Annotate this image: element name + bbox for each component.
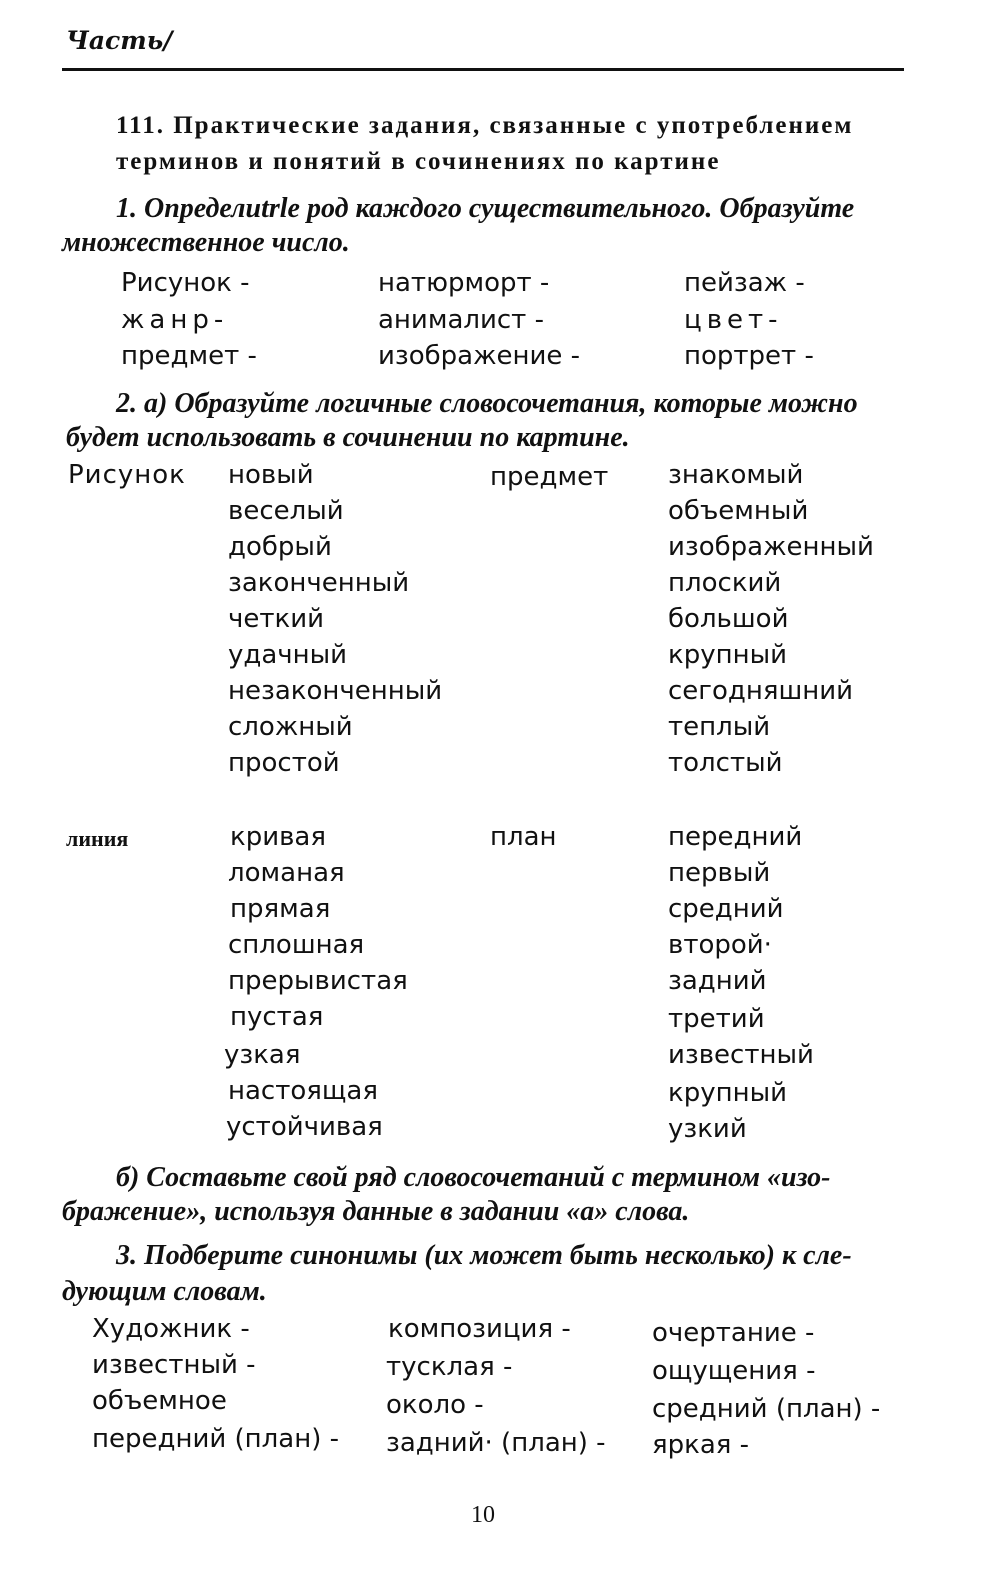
adjective-item: прерывистая (228, 966, 408, 996)
noun-risunok: Рисунок (68, 460, 186, 490)
adjective-item: теплый (668, 712, 771, 742)
adjective-item: сплошная (228, 930, 365, 960)
part-header: Часть/ (66, 26, 173, 55)
task2a-instruction-line-1: 2. а) Образуйте логичные словосочетания, которые можно (116, 388, 858, 419)
adjective-item: добрый (228, 532, 332, 562)
noun-liniya: линия (66, 826, 129, 851)
task3-word: средний (план) - (652, 1394, 881, 1424)
task1-word: пейзаж - (684, 268, 805, 298)
adjective-item: большой (668, 604, 789, 634)
adjective-item: изображенный (668, 532, 874, 562)
adjective-item: кривая (230, 822, 327, 852)
adjective-item: настоящая (228, 1076, 378, 1106)
adjective-item: передний (668, 822, 803, 852)
task3-word: тусклая - (386, 1352, 513, 1382)
task3-word: Художник - (92, 1314, 250, 1344)
adjective-item: средний (668, 894, 784, 924)
adjective-item: прямая (230, 894, 331, 924)
task3-word: ощущения - (652, 1356, 816, 1386)
adjective-item: незаконченный (228, 676, 443, 706)
adjective-item: узкая (224, 1040, 301, 1070)
adjective-item: сложный (228, 712, 353, 742)
adjective-item: законченный (228, 568, 410, 598)
adjective-item: ломаная (228, 858, 345, 888)
adjective-item: второй· (668, 930, 772, 960)
task2b-instruction-line-1: б) Составьте свой ряд словосочетаний с термином «изо- (116, 1162, 831, 1193)
task3-word: известный - (92, 1350, 256, 1380)
adjective-item: четкий (228, 604, 325, 634)
adjective-item: сегодняшний (668, 676, 854, 706)
adjective-item: третий (668, 1004, 765, 1034)
task1-word: изображение - (378, 341, 581, 371)
adjective-item: новый (228, 460, 314, 490)
task2a-instruction-line-2: будет использовать в сочинении по картине. (66, 422, 630, 453)
task3-word: яркая - (652, 1430, 750, 1460)
adjective-item: толстый (668, 748, 783, 778)
task3-word: передний (план) - (92, 1424, 340, 1454)
adjective-item: знакомый (668, 460, 804, 490)
task1-instruction-line-1: 1. Определиtrle род каждого существительного. Образуйте (116, 193, 855, 224)
task1-word: цвет- (684, 305, 783, 335)
task1-word: предмет - (121, 341, 257, 371)
section-title-line-2: терминов и понятий в сочинениях по картине (116, 148, 721, 175)
task3-instruction-line-1: 3. Подберите синонимы (их может быть несколько) к сле- (116, 1240, 852, 1271)
task1-word: портрет - (684, 341, 814, 371)
noun-plan: план (490, 822, 557, 852)
task3-instruction-line-2: дующим словам. (62, 1276, 267, 1307)
adjective-item: удачный (228, 640, 348, 670)
task1-word: анималист - (378, 305, 544, 335)
task2b-instruction-line-2: бражение», используя данные в задании «а» слова. (62, 1196, 690, 1227)
adjective-item: веселый (228, 496, 344, 526)
noun-predmet: предмет (490, 462, 609, 492)
adjective-item: известный (668, 1040, 814, 1070)
adjective-item: крупный (668, 1078, 788, 1108)
task1-word: жанр- (121, 305, 229, 335)
task3-word: объемное (92, 1386, 227, 1416)
task3-word: задний· (план) - (386, 1428, 606, 1458)
adjective-item: узкий (668, 1114, 747, 1144)
adjective-item: крупный (668, 640, 788, 670)
adjective-item: задний (668, 966, 767, 996)
adjective-item: первый (668, 858, 771, 888)
task3-word: около - (386, 1390, 484, 1420)
adjective-item: устойчивая (226, 1112, 383, 1142)
header-divider (62, 68, 904, 71)
section-title-line-1: 111. Практические задания, связанные с употреблением (116, 112, 854, 139)
task1-word: натюрморт - (378, 268, 550, 298)
adjective-item: простой (228, 748, 340, 778)
task1-instruction-line-2: множественное число. (62, 227, 350, 258)
page-number: 10 (471, 1502, 495, 1528)
task3-word: композиция - (388, 1314, 571, 1344)
adjective-item: объемный (668, 496, 809, 526)
adjective-item: пустая (230, 1002, 324, 1032)
adjective-item: плоский (668, 568, 782, 598)
task1-word: Рисунок - (121, 268, 250, 298)
task3-word: очертание - (652, 1318, 815, 1348)
